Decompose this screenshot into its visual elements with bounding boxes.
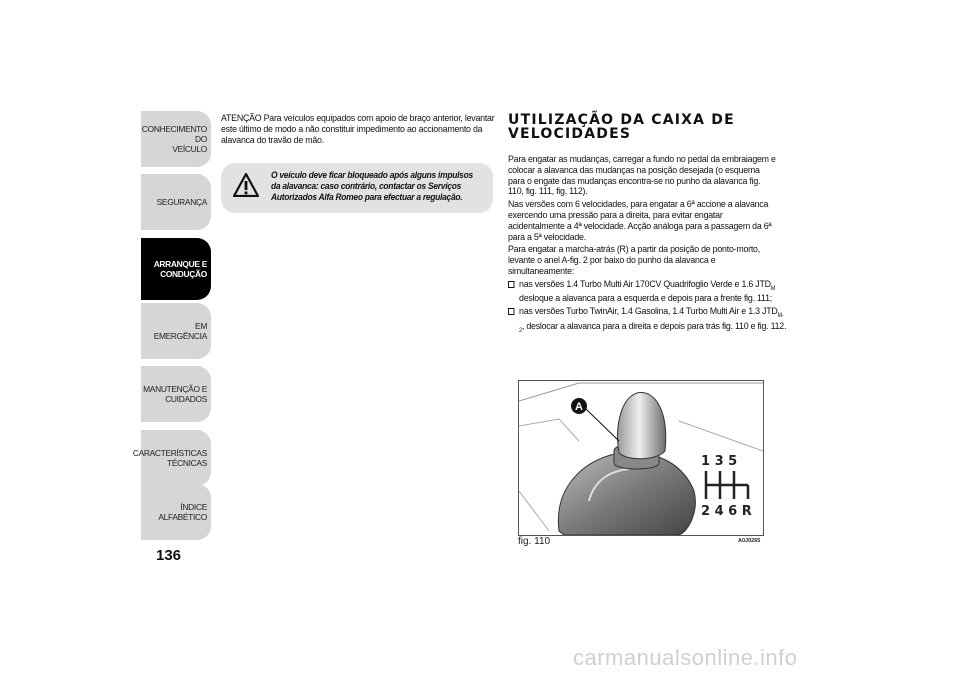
- bullet-box-icon: [508, 281, 514, 288]
- gear-pattern-bottom: 2 4 6 R: [701, 504, 752, 519]
- paragraph-3: Para engatar a marcha-atrás (R) a partir da posição de ponto-morto, levante o anel A-fig. 2 por baixo do punho da alavanca e simultaneamente:: [508, 244, 760, 277]
- gear-lever-illustration: [519, 381, 763, 535]
- tab-label: MANUTENÇÃO E CUIDADOS: [143, 384, 207, 404]
- tab-label: CARACTERÍSTICAS TÉCNICAS: [132, 448, 207, 468]
- figure-gear-lever: [518, 380, 764, 536]
- figure-code: A0J0265: [738, 538, 761, 544]
- tab-indice-alfabetico[interactable]: [141, 484, 211, 540]
- paragraph-2: Nas versões com 6 velocidades, para engatar a 6ª accione a alavanca exercendo uma pressão para a direita, para evitar engatar acidentalmente a 4ª velocidade. Acção análoga para a passagem da 6ª para a 5ª velocidade.: [508, 199, 772, 243]
- bullet-text: nas versões Turbo TwinAir, 1.4 Gasolina, 1.4 Turbo Multi Air e 1.3 JTD: [519, 306, 778, 318]
- tab-label: EM EMERGÊNCIA: [153, 321, 207, 341]
- section-heading: [508, 113, 780, 141]
- attention-paragraph: ATENÇÃO Para veículos equipados com apoio de braço anterior, levantar este último de modo a não constituir impedimento ao accionamento da alavanca do travão de mão.: [221, 113, 495, 146]
- tab-seguranca[interactable]: [141, 174, 211, 230]
- tab-conhecimento-do-veiculo[interactable]: [141, 111, 211, 167]
- warning-triangle-icon: [233, 173, 259, 197]
- tab-label: ARRANQUE E CONDUÇÃO: [153, 259, 207, 279]
- bullet-subscript: M: [770, 285, 776, 292]
- heading-line-2: VELOCIDADES: [508, 126, 632, 142]
- figure-caption: fig. 110: [518, 536, 551, 547]
- tab-caracteristicas-tecnicas[interactable]: [132, 430, 211, 486]
- bullet-text: nas versões 1.4 Turbo Multi Air 170CV Quadrifoglio Verde e 1.6 JTD: [519, 278, 771, 290]
- paragraph-1: Para engatar as mudanças, carregar a fundo no pedal da embraiagem e colocar a alavanca das mudanças na posição desejada (o esquema para o engate das mudanças encontra-se no punho da alavanca fig. 110, fig. 111, fig. 112).: [508, 154, 776, 198]
- tab-manutencao-e-cuidados[interactable]: [141, 366, 211, 422]
- tab-label: CONHECIMENTO DO VEÍCULO: [141, 124, 207, 154]
- bullet-item-2: [508, 307, 788, 336]
- bullet-box-icon: [508, 308, 514, 315]
- bullet-item-1: [508, 280, 788, 306]
- heading-line-1: UTILIZAÇÃO DA CAIXA DE: [508, 112, 735, 128]
- warning-text: O veículo deve ficar bloqueado após alguns impulsos da alavanca: caso contrário, contactar os Serviços Autorizados Alfa Romeo para efectuar a regulação.: [271, 169, 473, 202]
- callout-a-label: A: [575, 401, 583, 413]
- right-column: [508, 112, 787, 339]
- warning-box: [221, 163, 493, 213]
- tab-label: ÍNDICE ALFABÉTICO: [158, 502, 207, 522]
- watermark: carmanualsonline.info: [573, 645, 798, 670]
- gear-pattern-top: 1 3 5: [701, 454, 738, 469]
- left-column: [221, 113, 496, 146]
- bullet-text: desloque a alavanca para a esquerda e depois para a frente fig. 111;: [519, 293, 772, 305]
- tab-label: SEGURANÇA: [156, 197, 207, 207]
- tab-arranque-e-conducao[interactable]: [141, 238, 211, 300]
- page-number: 136: [156, 547, 182, 564]
- bullet-subscript: M-2: [519, 313, 784, 334]
- bullet-text: , deslocar a alavanca para a direita e depois para trás fig. 110 e fig. 112.: [521, 320, 787, 332]
- tab-em-emergencia[interactable]: [141, 303, 211, 359]
